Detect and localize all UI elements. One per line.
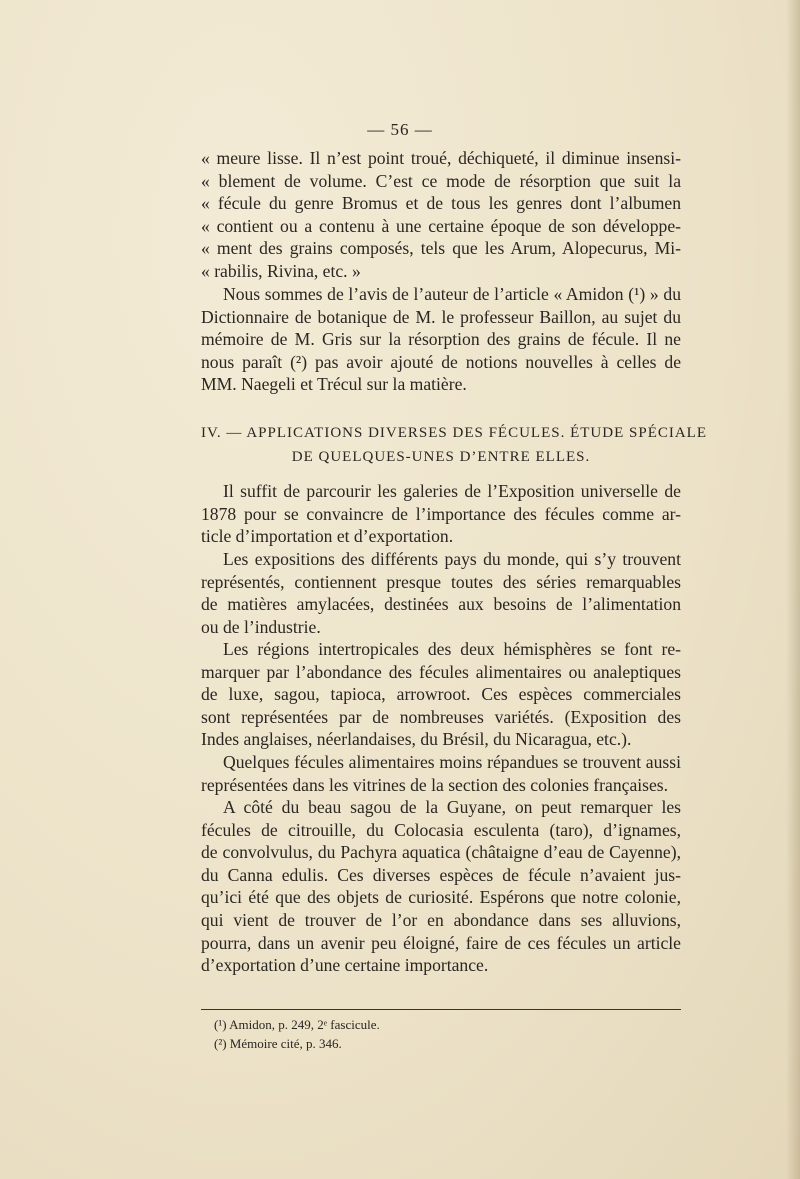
section-heading-line-1: IV. — APPLICATIONS DIVERSES DES FÉCULES. ÉTUDE SPÉCIALE bbox=[201, 425, 708, 441]
text-line: ticle d’importation et d’exportation. bbox=[201, 526, 454, 547]
text-line: Dictionnaire de botanique de M. le professeur Baillon, au sujet du bbox=[201, 306, 681, 327]
paragraph-6 bbox=[201, 796, 681, 977]
section-heading bbox=[201, 423, 708, 467]
text-line: « meure lisse. Il n’est point troué, déchiqueté, il diminue insensi- bbox=[201, 148, 681, 168]
text-line: de convolvulus, du Pachyra aquatica (châtaigne d’eau de Cayenne), bbox=[201, 842, 681, 863]
paragraph-5 bbox=[201, 751, 681, 796]
text-line: 1878 pour se convaincre de l’importance des fécules comme ar- bbox=[201, 503, 681, 524]
text-line: de matières amylacées, destinées aux besoins de l’alimentation bbox=[201, 594, 681, 615]
text-line: qu’ici été que des objets de curiosité. Espérons que notre colonie, bbox=[201, 887, 681, 908]
text-line: A côté du beau sagou de la Guyane, on peut remarquer les bbox=[223, 797, 681, 817]
text-line: MM. Naegeli et Trécul sur la matière. bbox=[201, 374, 467, 395]
text-line: Il suffit de parcourir les galeries de l’Exposition universelle de bbox=[223, 481, 681, 501]
text-line: Indes anglaises, néerlandaises, du Brésil, du Nicaragua, etc.). bbox=[201, 729, 632, 750]
paragraph-1 bbox=[201, 283, 681, 396]
text-line: pourra, dans un avenir peu éloigné, faire de ces fécules un article bbox=[201, 932, 681, 953]
text-line: « blement de volume. C’est ce mode de résorption que suit la bbox=[201, 170, 681, 191]
text-line: de luxe, sagou, tapioca, arrowroot. Ces espèces commerciales bbox=[201, 684, 681, 705]
text-line: représentées dans les vitrines de la section des colonies françaises. bbox=[201, 774, 669, 795]
footnote-1: (¹) Amidon, p. 249, 2ᵉ fascicule. bbox=[214, 1017, 380, 1032]
text-line: mémoire de M. Gris sur la résorption des grains de fécule. Il ne bbox=[201, 329, 681, 350]
text-line: ou de l’industrie. bbox=[201, 616, 321, 637]
text-line: Les expositions des différents pays du monde, qui s’y trouvent bbox=[223, 549, 681, 569]
text-line: qui vient de trouver de l’or en abondance dans ses alluvions, bbox=[201, 909, 681, 930]
text-line: « rabilis, Rivina, etc. » bbox=[201, 260, 361, 281]
text-line: Quelques fécules alimentaires moins répandues se trouvent aussi bbox=[223, 752, 681, 772]
text-line: nous paraît (²) pas avoir ajouté de notions nouvelles à celles de bbox=[201, 351, 681, 372]
footnote-divider bbox=[201, 1009, 681, 1010]
text-line: représentés, contiennent presque toutes des séries remarquables bbox=[201, 571, 681, 592]
text-line: marquer par l’abondance des fécules alimentaires ou analeptiques bbox=[201, 661, 681, 682]
text-line: « ment des grains composés, tels que les Arum, Alopecurus, Mi- bbox=[201, 238, 681, 259]
text-line: fécules de citrouille, du Colocasia esculenta (taro), d’ignames, bbox=[201, 819, 681, 840]
text-line: du Canna edulis. Ces diverses espèces de fécule n’avaient jus- bbox=[201, 864, 681, 885]
page-edge-shadow bbox=[786, 0, 800, 1179]
text-line: Les régions intertropicales des deux hémisphères se font re- bbox=[223, 639, 681, 659]
section-heading-line-2: DE QUELQUES-UNES D’ENTRE ELLES. bbox=[291, 449, 591, 465]
text-line: sont représentées par de nombreuses variétés. (Exposition des bbox=[201, 706, 681, 727]
paragraph-4 bbox=[201, 638, 681, 751]
text-line: d’exportation d’une certaine importance. bbox=[201, 955, 489, 976]
page-number: — 56 — bbox=[367, 120, 433, 139]
paragraph-3 bbox=[201, 548, 681, 638]
footnote-2: (²) Mémoire cité, p. 346. bbox=[214, 1036, 342, 1051]
paragraph-2 bbox=[201, 480, 681, 548]
quote-paragraph bbox=[201, 147, 681, 283]
text-line: « fécule du genre Bromus et de tous les genres dont l’albumen bbox=[201, 193, 681, 214]
text-line: « contient ou a contenu à une certaine époque de son développe- bbox=[201, 215, 681, 236]
text-line: Nous sommes de l’avis de l’auteur de l’article « Amidon (¹) » du bbox=[223, 284, 681, 304]
